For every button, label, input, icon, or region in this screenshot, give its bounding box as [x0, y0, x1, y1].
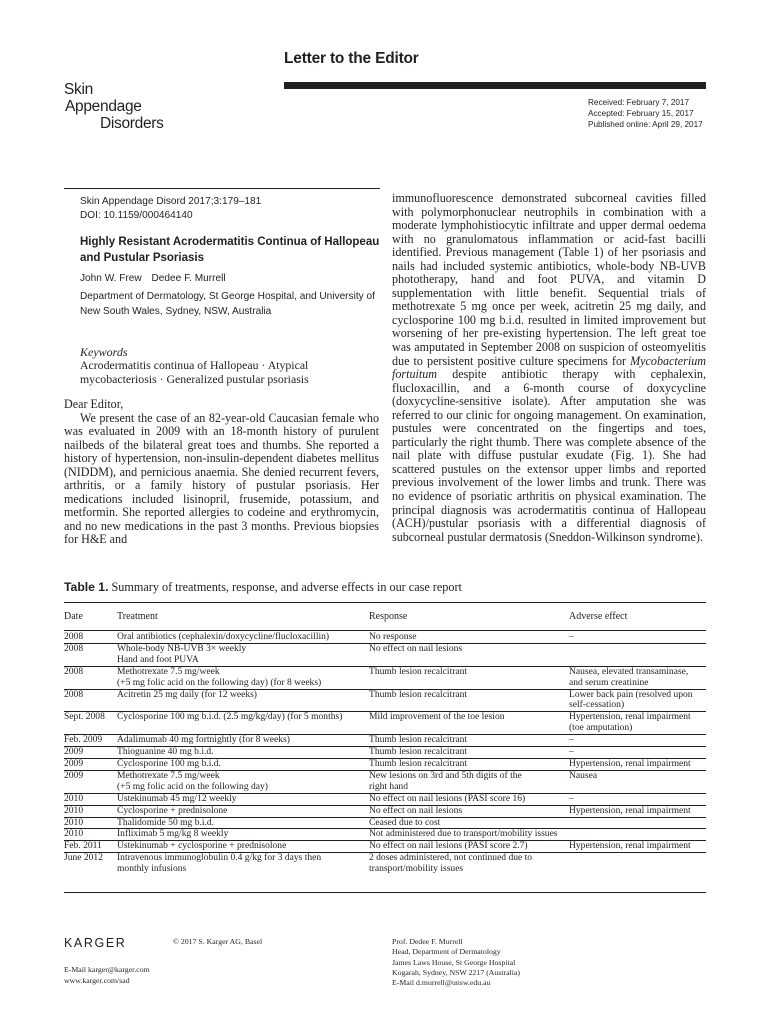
accepted-date: Accepted: February 15, 2017	[588, 109, 694, 118]
cell-response	[369, 806, 569, 817]
cell-treatment	[117, 644, 369, 666]
cell-line: Ceased due to cost	[369, 816, 441, 828]
cell-line: –	[569, 734, 574, 746]
cell-date	[64, 806, 117, 817]
table-row	[64, 771, 706, 794]
keywords-heading: Keywords	[80, 345, 128, 359]
cell-response	[369, 794, 569, 805]
cell-line: 2009	[64, 746, 84, 758]
cell-response	[369, 853, 569, 875]
cell-line: Thumb lesion recalcitrant	[369, 746, 468, 758]
cell-date	[64, 818, 117, 829]
cell-treatment	[117, 794, 369, 805]
cell-treatment	[117, 712, 369, 734]
author-2: Dedee F. Murrell	[151, 273, 226, 284]
cell-adverse-effect	[569, 690, 706, 712]
cell-line: Lower back pain (resolved upon	[569, 688, 693, 700]
publisher-email[interactable]: E-Mail karger@karger.com	[64, 965, 150, 974]
table-caption	[64, 580, 462, 595]
table-top-rule	[64, 602, 706, 603]
body-left-column	[64, 398, 379, 547]
keywords: Acrodermatitis continua of Hallopeau · Atypical mycobacteriosis · Generalized pustular psoriasis	[80, 358, 309, 386]
body-text-part-2: despite antibiotic therapy with cephalexin, flucloxacillin, and a 6-month course of doxycycline (doxycycline-sensitive isolate). After amputation she was referred to our clinic for ongoing management. On examination, pustules were concentrated on the fingertips and toes, particularly the right thumb. There was complete absence of the nail plate with diffuse pustular exudate (Fig. 1). She had scattered pustules on the extensor upper limbs and reported previous involvement of the lower limbs and trunk. There was no evidence of psoriatic arthritis on physical examination. The principal diagnosis was acrodermatitis continua of Hallopeau (ACH)/pustular psoriasis with a differential diagnosis of subcorneal pustular dermatosis (Sneddon-Wilkinson syndrome).	[392, 367, 706, 544]
cell-date	[64, 841, 117, 852]
cell-response	[369, 759, 569, 770]
cell-adverse-effect	[569, 759, 706, 770]
cell-line: 2008	[64, 631, 84, 642]
cell-line: –	[569, 746, 574, 758]
table-row	[64, 853, 706, 875]
cell-adverse-effect	[569, 644, 706, 666]
header-date: Date	[64, 611, 83, 622]
table-row	[64, 644, 706, 667]
cell-line: Hypertension, renal impairment	[569, 840, 691, 852]
copyright: © 2017 S. Karger AG, Basel	[173, 937, 263, 946]
cell-line: 2008	[64, 665, 84, 677]
cell-response	[369, 644, 569, 666]
cell-line: Not administered due to transport/mobility issues	[369, 828, 558, 840]
cell-response	[369, 818, 569, 829]
cell-line: Hypertension, renal impairment	[569, 757, 691, 769]
cell-treatment	[117, 806, 369, 817]
corr-address-1: James Laws House, St George Hospital	[392, 957, 516, 967]
publisher-contact	[64, 965, 150, 986]
cell-treatment	[117, 759, 369, 770]
cell-treatment	[117, 853, 369, 875]
cell-line: and serum creatinine	[569, 676, 649, 688]
cell-line: Ustekinumab + cyclosporine + prednisolone	[117, 840, 287, 852]
cell-line: Thioguanine 40 mg b.i.d.	[117, 746, 214, 758]
cell-response	[369, 841, 569, 852]
cell-line: Nausea	[569, 769, 598, 781]
cell-date	[64, 735, 117, 746]
cell-adverse-effect	[569, 735, 706, 746]
cell-date	[64, 759, 117, 770]
cell-response	[369, 735, 569, 746]
table-bottom-rule	[64, 892, 706, 893]
cell-line: 2010	[64, 804, 84, 816]
publisher-logo: KARGER	[64, 936, 127, 950]
cell-line: 2008	[64, 642, 84, 654]
cell-line: Thumb lesion recalcitrant	[369, 757, 468, 769]
cell-adverse-effect	[569, 747, 706, 758]
cell-treatment	[117, 841, 369, 852]
cell-treatment	[117, 771, 369, 793]
journal-logo	[64, 81, 164, 132]
table-row	[64, 794, 706, 806]
cell-treatment	[117, 829, 369, 840]
cell-line: (toe amputation)	[569, 722, 633, 734]
cell-line: June 2012	[64, 852, 103, 864]
corr-name: Prof. Dedee F. Murrell	[392, 937, 463, 946]
cell-line: Hand and foot PUVA	[117, 653, 199, 665]
cell-line: monthly infusions	[117, 863, 187, 875]
cell-line: Infliximab 5 mg/kg 8 weekly	[117, 828, 229, 840]
cell-line: No effect on nail lesions	[369, 804, 463, 816]
cell-treatment	[117, 690, 369, 712]
cell-date	[64, 747, 117, 758]
cell-line: Thumb lesion recalcitrant	[369, 665, 468, 677]
cell-line: –	[569, 631, 574, 642]
cell-line: Cyclosporine 100 mg b.i.d.	[117, 757, 221, 769]
received-date: Received: February 7, 2017	[588, 98, 690, 107]
cell-treatment	[117, 632, 369, 643]
cell-line: –	[569, 792, 574, 804]
cell-line: Sept. 2008	[64, 711, 105, 723]
cell-line: Acitretin 25 mg daily (for 12 weeks)	[117, 688, 257, 700]
cell-line: No response	[369, 631, 417, 642]
cell-adverse-effect	[569, 818, 706, 829]
publisher-website[interactable]: www.karger.com/sad	[64, 975, 130, 985]
section-heading: Letter to the Editor	[284, 50, 419, 67]
cell-line: (+5 mg folic acid on the following day) (for 8 weeks)	[117, 676, 322, 688]
cell-date	[64, 667, 117, 689]
cell-date	[64, 690, 117, 712]
cell-line: Intravenous immunoglobulin 0.4 g/kg for 3 days then	[117, 852, 322, 864]
body-text-part-1: immunofluorescence demonstrated subcorneal cavities filled with polymorphonuclear neutrophils in combination with a moderate lymphohistiocytic infiltrate and upper dermal oedema with no granulomatous inflammation or acid-fast bacilli identified. Previous management (Table 1) of her psoriasis and nails had included systemic antibiotics, whole-body NB-UVB phototherapy, hand and foot PUVA, and vitamin D supplementation with little benefit. Sequential trials of methotrexate 5 mg once per week, acitretin 25 mg daily, and cyclosporine 100 mg b.i.d. resulted in limited improvement but worsening of her pre-existing hypertension. The left great toe was amputated in September 2008 on suspicion of osteomyelitis due to persistent positive culture specimens for	[392, 191, 706, 368]
corr-email[interactable]: E-Mail d.murrell@unsw.edu.au	[392, 978, 491, 988]
cell-response	[369, 829, 569, 840]
cell-line: (+5 mg folic acid on the following day)	[117, 780, 268, 792]
body-paragraph: We present the case of an 82-year-old Caucasian female who was evaluated in 2009 with an 18-month history of purulent nailbeds of the bilateral great toes and thumbs. She reported a history of hypertension, non-insulin-dependent diabetes mellitus (NIDDM), and pernicious anaemia. She denied recurrent fevers, arthritis, or a family history of pustular psoriasis. Her medications included lisinopril, frusemide, potassium, and metformin. She reported allergies to codeine and erythromycin, and no new medications in the past 3 months. Previous biopsies for H&E and	[64, 410, 379, 547]
cell-line: No effect on nail lesions	[369, 642, 463, 654]
cell-adverse-effect	[569, 841, 706, 852]
header-response: Response	[369, 611, 408, 622]
cell-line: Feb. 2011	[64, 840, 102, 852]
cell-adverse-effect	[569, 853, 706, 875]
cell-line: Ustekinumab 45 mg/12 weekly	[117, 792, 237, 804]
header-treatment: Treatment	[117, 611, 158, 622]
cell-line: Methotrexate 7.5 mg/week	[117, 665, 220, 677]
cell-line: 2010	[64, 828, 84, 840]
cell-response	[369, 690, 569, 712]
cell-treatment	[117, 667, 369, 689]
cell-date	[64, 632, 117, 643]
table-caption-text: Summary of treatments, response, and adverse effects in our case report	[108, 580, 462, 594]
cell-line: 2009	[64, 769, 84, 781]
citation: Skin Appendage Disord 2017;3:179–181	[80, 196, 262, 207]
correspondence-address	[392, 937, 520, 988]
cell-line: Hypertension, renal impairment	[569, 711, 691, 723]
cell-line: No effect on nail lesions (PASI score 2.7)	[369, 840, 528, 852]
cell-line: New lesions on 3rd and 5th digits of the	[369, 769, 522, 781]
meta-rule	[64, 188, 380, 189]
citation-block	[80, 195, 261, 223]
cell-adverse-effect	[569, 806, 706, 817]
cell-line: Feb. 2009	[64, 734, 103, 746]
cell-response	[369, 712, 569, 734]
salutation: Dear Editor,	[64, 397, 124, 411]
cell-line: self-cessation)	[569, 699, 625, 711]
cell-adverse-effect	[569, 771, 706, 793]
corr-address-2: Kogarah, Sydney, NSW 2217 (Australia)	[392, 967, 520, 977]
cell-date	[64, 853, 117, 875]
cell-line: 2008	[64, 688, 84, 700]
cell-line: Cyclosporine 100 mg b.i.d. (2.5 mg/kg/day) (for 5 months)	[117, 711, 343, 723]
cell-line: Whole-body NB-UVB 3× weekly	[117, 642, 247, 654]
published-date: Published online: April 29, 2017	[588, 120, 703, 129]
header-rule	[284, 82, 706, 89]
organism-name: Mycobacterium fortuitum	[392, 353, 706, 382]
cell-line: 2010	[64, 816, 84, 828]
article-title: Highly Resistant Acrodermatitis Continua of Hallopeau and Pustular Psoriasis	[80, 236, 380, 264]
cell-line: right hand	[369, 780, 408, 792]
cell-treatment	[117, 735, 369, 746]
cell-date	[64, 829, 117, 840]
table-row	[64, 667, 706, 690]
table-row	[64, 690, 706, 713]
corr-position: Head, Department of Dermatology	[392, 947, 501, 957]
authors	[80, 273, 233, 284]
cell-adverse-effect	[569, 632, 706, 643]
table-label: Table 1.	[64, 580, 109, 594]
cell-line: Thalidomide 50 mg b.i.d.	[117, 816, 215, 828]
cell-date	[64, 644, 117, 666]
doi[interactable]: DOI: 10.1159/000464140	[80, 210, 193, 221]
cell-line: Methotrexate 7.5 mg/week	[117, 769, 220, 781]
logo-line-3: Disorders	[100, 115, 164, 132]
cell-response	[369, 747, 569, 758]
affiliation: Department of Dermatology, St George Hospital, and University of New South Wales, Sydney, NSW, Australia	[80, 291, 375, 317]
table-body	[64, 632, 706, 875]
table-row	[64, 712, 706, 735]
table-row	[64, 806, 706, 818]
author-1: John W. Frew	[80, 273, 142, 284]
cell-line: Hypertension, renal impairment	[569, 804, 691, 816]
cell-response	[369, 771, 569, 793]
cell-line: Mild improvement of the toe lesion	[369, 711, 505, 723]
cell-date	[64, 712, 117, 734]
cell-adverse-effect	[569, 794, 706, 805]
cell-line: 2010	[64, 792, 84, 804]
logo-line-1: Skin	[64, 81, 93, 98]
cell-adverse-effect	[569, 829, 706, 840]
cell-line: Oral antibiotics (cephalexin/doxycycline/flucloxacillin)	[117, 631, 330, 642]
cell-line: Thumb lesion recalcitrant	[369, 688, 468, 700]
cell-response	[369, 667, 569, 689]
cell-response	[369, 632, 569, 643]
cell-adverse-effect	[569, 712, 706, 734]
cell-line: 2009	[64, 757, 84, 769]
cell-line: No effect on nail lesions (PASI score 16)	[369, 792, 526, 804]
cell-adverse-effect	[569, 667, 706, 689]
cell-line: Thumb lesion recalcitrant	[369, 734, 468, 746]
header-adverse-effect: Adverse effect	[569, 611, 628, 622]
logo-line-2: Appendage	[65, 98, 142, 115]
cell-treatment	[117, 818, 369, 829]
publication-dates	[588, 97, 703, 130]
cell-treatment	[117, 747, 369, 758]
cell-line: Nausea, elevated transaminase,	[569, 665, 689, 677]
cell-line: 2 doses administered, not continued due to transport/mobility issues	[369, 852, 533, 875]
body-right-column	[392, 192, 706, 544]
cell-date	[64, 794, 117, 805]
cell-line: Cyclosporine + prednisolone	[117, 804, 228, 816]
cell-date	[64, 771, 117, 793]
cell-line: Adalimumab 40 mg fortnightly (for 8 weeks)	[117, 734, 290, 746]
